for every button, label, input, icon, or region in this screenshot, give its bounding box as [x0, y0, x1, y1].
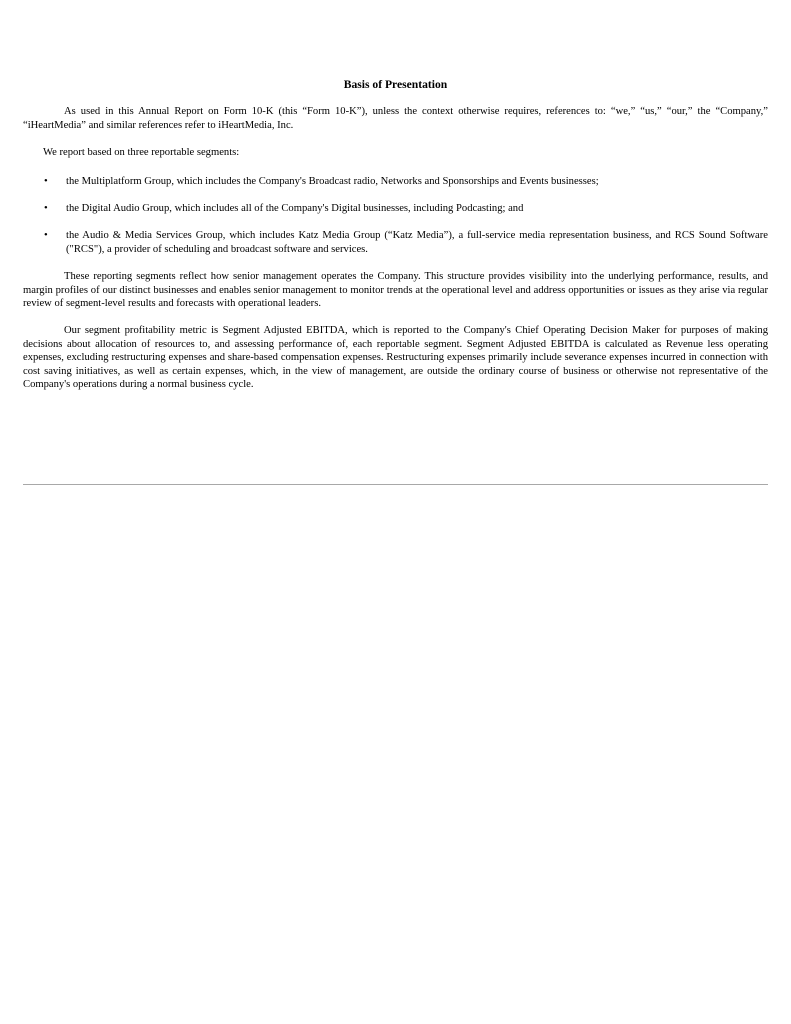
segment-list-item-audio-media-services — [23, 229, 768, 256]
page-divider — [23, 484, 768, 485]
segment-text-digital-audio: the Digital Audio Group, which includes all of the Company's Digital businesses, including Podcasting; and — [66, 203, 524, 215]
segment-list-item-multiplatform — [23, 175, 768, 188]
paragraph-segment-ebitda: Our segment profitability metric is Segment Adjusted EBITDA, which is reported to the Company's Chief Operating Decision Maker for purposes of making decisions about allocation of resources to, and assessing performance of, each reportable segment. Segment Adjusted EBITDA is calculated as Revenue less operating expenses, excluding restructuring expenses and share-based compensation expenses. Restructuring expenses primarily include severance expenses incurred in connection with cost saving initiatives, as well as certain expenses, which, in the view of management, are outside the ordinary course of business or otherwise not representative of the Company's operations during a normal business cycle. — [23, 325, 768, 391]
bullet-icon: • — [44, 203, 48, 215]
segment-text-multiplatform: the Multiplatform Group, which includes the Company's Broadcast radio, Networks and Sponsorships and Events businesses; — [66, 175, 599, 187]
paragraph-segments-intro: We report based on three reportable segments: — [43, 147, 240, 159]
segment-list — [23, 175, 768, 257]
segment-list-item-digital-audio — [23, 202, 768, 215]
bullet-icon: • — [44, 230, 48, 242]
segment-text-audio-media-services: the Audio & Media Services Group, which includes Katz Media Group (“Katz Media”), a full-service media representation business, and RCS Sound Software ("RCS"), a provider of scheduling and broadcast software and services. — [66, 230, 768, 255]
bullet-icon: • — [44, 175, 48, 187]
document-body — [23, 78, 768, 406]
section-title: Basis of Presentation — [343, 78, 448, 91]
paragraph-segment-structure: These reporting segments reflect how senior management operates the Company. This structure provides visibility into the underlying performance, results, and margin profiles of our distinct businesses and enables senior management to monitor trends at the operational level and address opportunities or issues as they arise via regular review of segment-level results and forecasts with operational leaders. — [23, 271, 768, 310]
paragraph-definitions: As used in this Annual Report on Form 10-K (this “Form 10-K”), unless the context otherwise requires, references to: “we,” “us,” “our,” the “Company,” “iHeartMedia” and similar references refer to iHeartMedia, Inc. — [23, 106, 768, 131]
